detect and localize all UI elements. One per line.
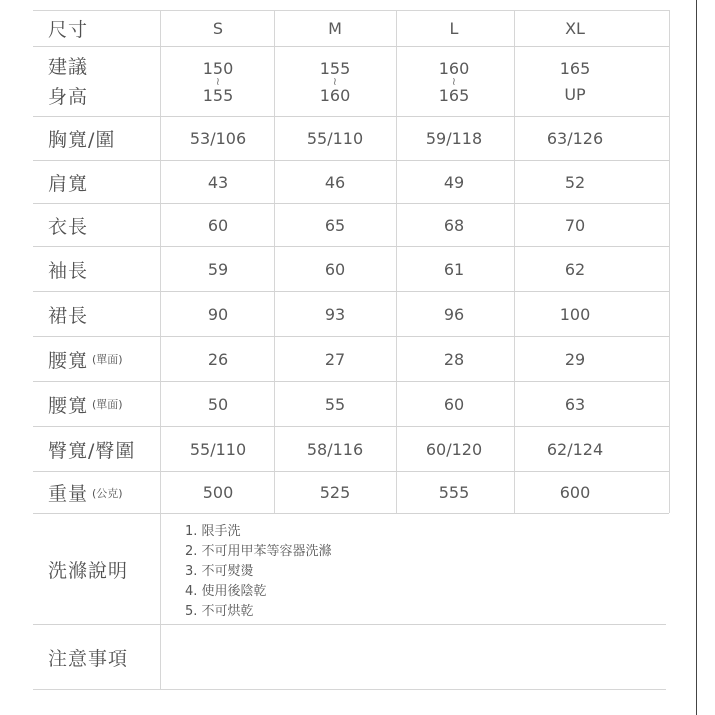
header-label: 尺寸 (48, 18, 89, 41)
row-label (48, 337, 123, 381)
size-m-header: M (328, 18, 342, 38)
notes-row (33, 625, 666, 689)
value-cell: 555 (438, 483, 470, 502)
care-list (185, 522, 332, 622)
height-l-range-mark: ≀ (451, 74, 457, 88)
value-cell: 63 (564, 394, 586, 414)
height-s-from: 150 (202, 58, 234, 78)
row-label-note: (單面) (92, 398, 123, 411)
height-m-from: 155 (319, 58, 351, 78)
table-row (33, 247, 669, 292)
height-cell-s (161, 47, 275, 116)
value-cell: 59/118 (425, 129, 483, 148)
height-m-range-mark: ≀ (332, 74, 338, 88)
notes-content (161, 625, 666, 689)
height-row (33, 47, 669, 117)
table-row (33, 161, 669, 204)
size-s-header: S (212, 18, 224, 38)
value-cell: 96 (443, 304, 465, 324)
value-cell: 68 (443, 215, 465, 235)
notes-label: 注意事項 (48, 647, 129, 670)
height-m-to: 160 (319, 85, 351, 105)
table-row (33, 472, 669, 514)
value-cell: 525 (319, 483, 351, 502)
value-cell: 29 (564, 349, 586, 369)
row-label-text: 裙長 (48, 304, 89, 327)
value-cell: 50 (207, 394, 229, 414)
value-cell: 27 (324, 349, 346, 369)
value-cell: 49 (443, 172, 465, 192)
size-l-header: L (449, 18, 459, 38)
height-label-line2: 身高 (48, 85, 89, 108)
height-l-to: 165 (438, 85, 470, 105)
row-label (48, 204, 88, 246)
value-cell: 93 (324, 304, 346, 324)
row-label (48, 161, 88, 203)
value-cell: 60/120 (425, 439, 483, 459)
height-s-to: 155 (202, 85, 234, 105)
row-label (48, 427, 135, 471)
size-xl-header: XL (565, 18, 585, 38)
row-label-note: (公克) (92, 486, 123, 500)
value-cell: 59 (207, 259, 229, 279)
care-label: 洗滌說明 (48, 559, 129, 582)
value-cell: 52 (564, 172, 586, 192)
value-cell: 62 (564, 259, 586, 279)
table-row (33, 204, 669, 247)
value-cell: 53/106 (189, 129, 247, 148)
height-xl-to: UP (564, 84, 586, 104)
height-row-label (48, 47, 88, 116)
table-row (33, 382, 669, 427)
value-cell: 63/126 (546, 129, 604, 148)
row-label-text: 重量 (48, 483, 89, 505)
care-item: 2. 不可用甲苯等容器洗滌 (185, 544, 332, 559)
row-label-text: 腰寬 (48, 349, 89, 372)
row-label-text: 腰寬 (48, 394, 89, 417)
column-divider-right (669, 10, 670, 513)
height-cell-l (395, 47, 513, 116)
height-l-from: 160 (438, 58, 470, 78)
care-item: 5. 不可烘乾 (185, 604, 254, 619)
value-cell: 43 (207, 172, 229, 192)
care-item: 3. 不可熨燙 (185, 564, 254, 579)
table-row (33, 337, 669, 382)
care-item: 4. 使用後陰乾 (185, 584, 267, 599)
page-edge-rule (696, 0, 697, 715)
row-label (48, 472, 123, 513)
value-cell: 55/110 (306, 129, 364, 148)
table-bottom-rule (33, 689, 666, 690)
row-label (48, 382, 123, 426)
row-label (48, 292, 88, 336)
value-cell: 60 (207, 215, 229, 235)
value-cell: 61 (443, 259, 465, 279)
header-row (33, 10, 669, 47)
table-row (33, 292, 669, 337)
value-cell: 100 (559, 304, 591, 324)
height-cell-xl (513, 47, 637, 116)
row-label (48, 247, 88, 291)
height-s-range-mark: ≀ (215, 74, 221, 88)
value-cell: 46 (324, 172, 346, 192)
value-cell: 60 (443, 394, 465, 414)
row-label (48, 117, 115, 160)
value-cell: 500 (202, 483, 234, 502)
row-label-text: 袖長 (48, 259, 89, 282)
row-label-text: 衣長 (48, 215, 89, 238)
value-cell: 28 (443, 349, 465, 369)
table-row (33, 117, 669, 161)
height-cell-m (275, 47, 395, 116)
value-cell: 60 (324, 259, 346, 279)
value-cell: 65 (324, 215, 346, 235)
row-label-text: 肩寬 (48, 172, 89, 195)
value-cell: 70 (564, 215, 586, 235)
value-cell: 55/110 (189, 439, 247, 459)
row-label-text: 胸寬/圍 (48, 129, 116, 151)
height-label-line1: 建議 (48, 55, 89, 78)
value-cell: 58/116 (306, 439, 364, 459)
value-cell: 90 (207, 304, 229, 324)
value-cell: 62/124 (546, 439, 604, 459)
row-label-note: (單面) (92, 353, 123, 366)
value-cell: 26 (207, 349, 229, 369)
care-row (33, 514, 666, 625)
table-row (33, 427, 669, 472)
value-cell: 55 (324, 394, 346, 414)
height-xl-from: 165 (559, 58, 591, 78)
care-item: 1. 限手洗 (185, 524, 241, 539)
row-label-text: 臀寬/臀圍 (48, 439, 136, 462)
value-cell: 600 (559, 483, 591, 502)
